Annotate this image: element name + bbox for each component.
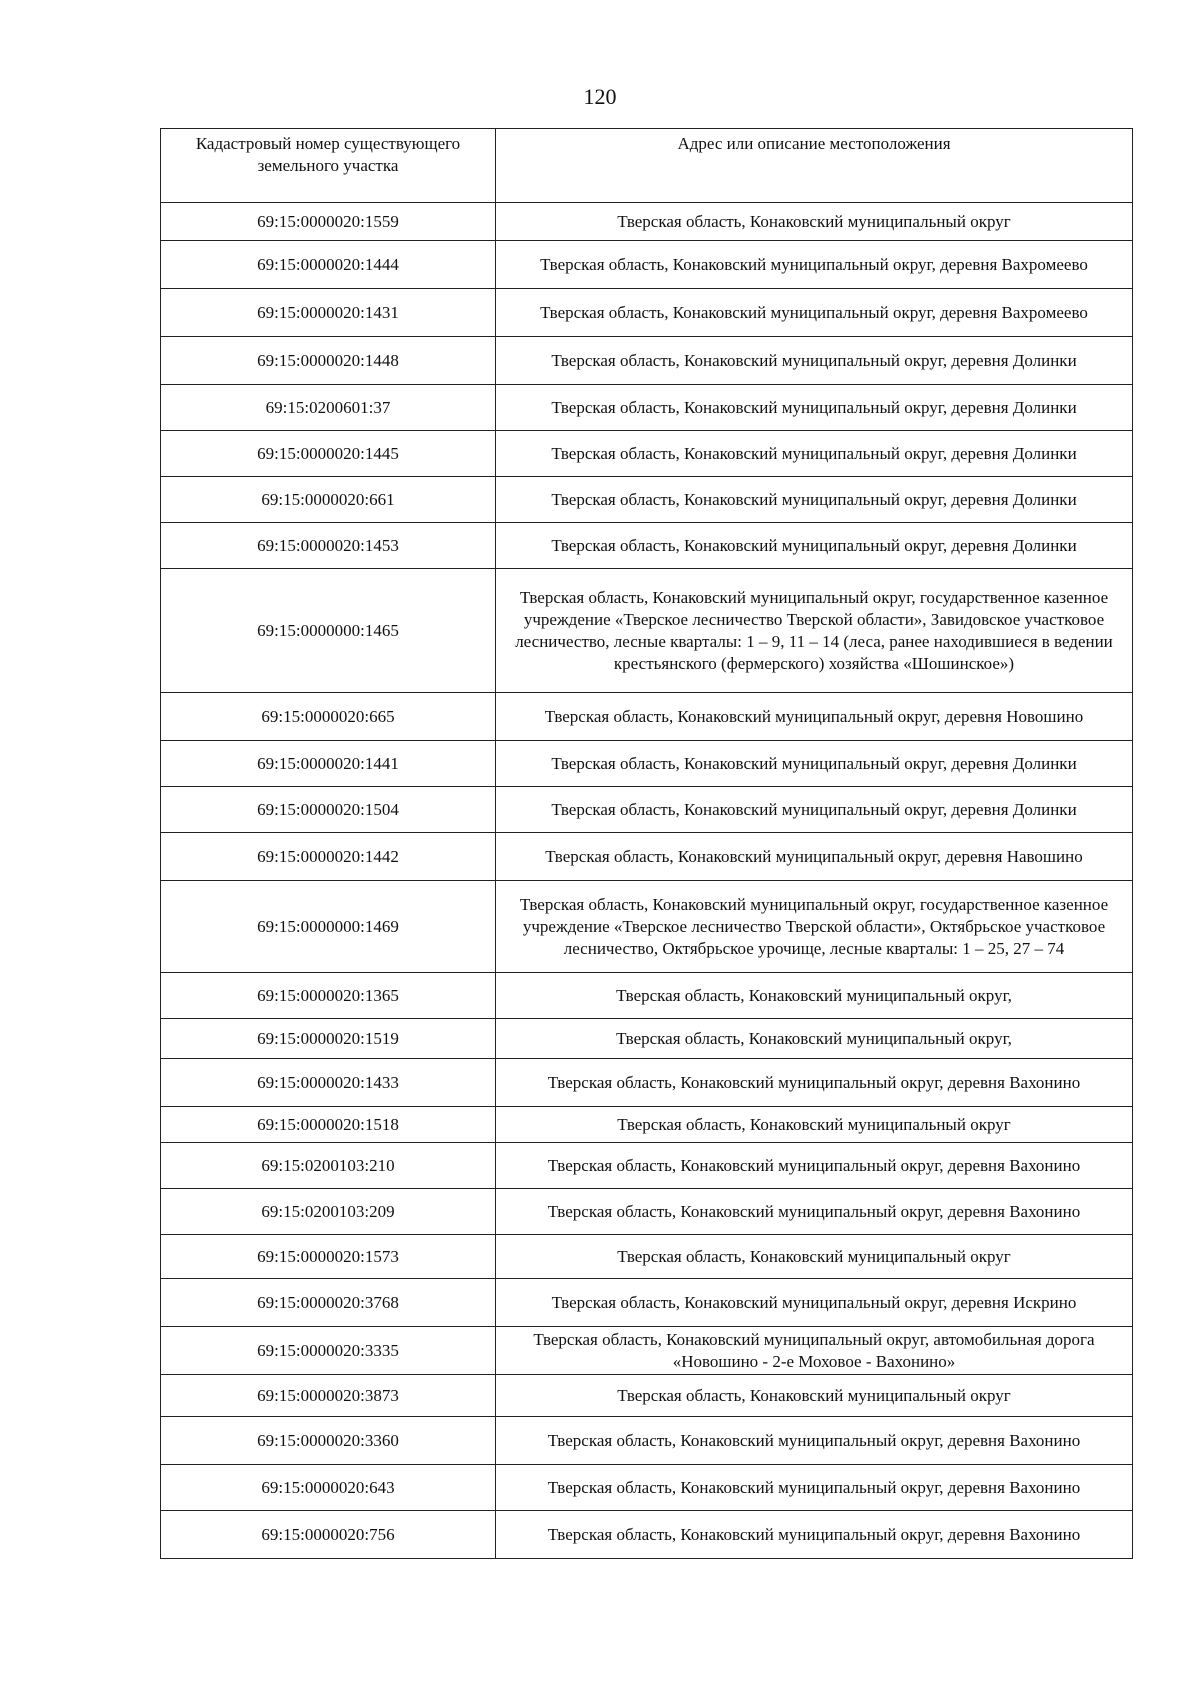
table-row (161, 1279, 1133, 1327)
table-row (161, 1235, 1133, 1279)
cadastral-number-cell: 69:15:0000020:1448 (161, 337, 496, 385)
table-row (161, 477, 1133, 523)
address-cell: Тверская область, Конаковский муниципальный округ, деревня Искрино (496, 1279, 1133, 1327)
table-row (161, 241, 1133, 289)
cadastral-number-cell: 69:15:0000020:1504 (161, 787, 496, 833)
table-row (161, 431, 1133, 477)
address-cell: Тверская область, Конаковский муниципальный округ, деревня Долинки (496, 741, 1133, 787)
address-cell: Тверская область, Конаковский муниципальный округ, деревня Навошино (496, 833, 1133, 881)
table-row (161, 1059, 1133, 1107)
cadastral-number-cell: 69:15:0000020:1431 (161, 289, 496, 337)
table-row (161, 1375, 1133, 1417)
address-cell: Тверская область, Конаковский муниципальный округ, деревня Долинки (496, 787, 1133, 833)
table-row (161, 203, 1133, 241)
cadastral-number-cell: 69:15:0200601:37 (161, 385, 496, 431)
page-number: 120 (583, 84, 617, 109)
table-row (161, 1465, 1133, 1511)
address-cell: Тверская область, Конаковский муниципальный округ, деревня Вахромеево (496, 289, 1133, 337)
address-cell: Тверская область, Конаковский муниципальный округ, деревня Вахонино (496, 1511, 1133, 1559)
address-cell: Тверская область, Конаковский муниципальный округ, деревня Долинки (496, 337, 1133, 385)
address-cell: Тверская область, Конаковский муниципальный округ (496, 1375, 1133, 1417)
address-cell: Тверская область, Конаковский муниципальный округ, деревня Долинки (496, 477, 1133, 523)
cadastral-number-cell: 69:15:0000020:1453 (161, 523, 496, 569)
address-cell: Тверская область, Конаковский муниципальный округ, деревня Долинки (496, 523, 1133, 569)
cadastral-number-cell: 69:15:0000020:1445 (161, 431, 496, 477)
table-row (161, 289, 1133, 337)
cadastral-number-cell: 69:15:0000020:1573 (161, 1235, 496, 1279)
address-cell: Тверская область, Конаковский муниципальный округ, деревня Долинки (496, 385, 1133, 431)
address-cell: Тверская область, Конаковский муниципальный округ, деревня Вахонино (496, 1417, 1133, 1465)
table-row (161, 833, 1133, 881)
cadastral-number-cell: 69:15:0000020:3335 (161, 1327, 496, 1375)
address-cell: Тверская область, Конаковский муниципальный округ, (496, 1019, 1133, 1059)
cadastral-table (160, 128, 1133, 1559)
table-row (161, 1327, 1133, 1375)
address-cell: Тверская область, Конаковский муниципальный округ (496, 1235, 1133, 1279)
address-cell: Тверская область, Конаковский муниципальный округ (496, 203, 1133, 241)
cadastral-number-cell: 69:15:0000020:756 (161, 1511, 496, 1559)
table-body (161, 203, 1133, 1559)
table-row (161, 1019, 1133, 1059)
address-cell: Тверская область, Конаковский муниципальный округ, (496, 973, 1133, 1019)
address-cell: Тверская область, Конаковский муниципальный округ, деревня Вахонино (496, 1059, 1133, 1107)
cadastral-number-cell: 69:15:0000020:1518 (161, 1107, 496, 1143)
address-cell: Тверская область, Конаковский муниципальный округ, государственное казенное учреждение «Тверское лесничество Тверской области», Завидовское участковое лесничество, лесные кварталы: 1 – 9, 11 – 14 (леса, ранее находившиеся в ведении крестьянского (фермерского) хозяйства «Шошинское») (496, 569, 1133, 693)
table-row (161, 693, 1133, 741)
table-row (161, 787, 1133, 833)
cadastral-number-cell: 69:15:0000020:1519 (161, 1019, 496, 1059)
cadastral-number-cell: 69:15:0200103:209 (161, 1189, 496, 1235)
table-row (161, 973, 1133, 1019)
address-cell: Тверская область, Конаковский муниципальный округ, деревня Долинки (496, 431, 1133, 477)
address-cell: Тверская область, Конаковский муниципальный округ, автомобильная дорога «Новошино - 2-е Моховое - Вахонино» (496, 1327, 1133, 1375)
address-cell: Тверская область, Конаковский муниципальный округ, деревня Вахонино (496, 1143, 1133, 1189)
cadastral-number-cell: 69:15:0000020:1441 (161, 741, 496, 787)
table-row (161, 1417, 1133, 1465)
cadastral-number-cell: 69:15:0000020:1365 (161, 973, 496, 1019)
address-cell: Тверская область, Конаковский муниципальный округ, деревня Новошино (496, 693, 1133, 741)
cadastral-number-cell: 69:15:0000000:1465 (161, 569, 496, 693)
table-row (161, 1107, 1133, 1143)
cadastral-number-cell: 69:15:0200103:210 (161, 1143, 496, 1189)
cadastral-number-cell: 69:15:0000020:1444 (161, 241, 496, 289)
address-cell: Тверская область, Конаковский муниципальный округ, деревня Вахонино (496, 1189, 1133, 1235)
cadastral-number-cell: 69:15:0000000:1469 (161, 881, 496, 973)
table-row (161, 1143, 1133, 1189)
address-cell: Тверская область, Конаковский муниципальный округ, деревня Вахромеево (496, 241, 1133, 289)
cadastral-number-cell: 69:15:0000020:3873 (161, 1375, 496, 1417)
table-row (161, 569, 1133, 693)
cadastral-number-cell: 69:15:0000020:1433 (161, 1059, 496, 1107)
address-cell: Тверская область, Конаковский муниципальный округ, деревня Вахонино (496, 1465, 1133, 1511)
cadastral-number-cell: 69:15:0000020:643 (161, 1465, 496, 1511)
cadastral-number-cell: 69:15:0000020:665 (161, 693, 496, 741)
table-row (161, 1511, 1133, 1559)
address-cell: Тверская область, Конаковский муниципальный округ, государственное казенное учреждение «Тверское лесничество Тверской области», Октябрьское участковое лесничество, Октябрьское урочище, лесные кварталы: 1 – 25, 27 – 74 (496, 881, 1133, 973)
address-cell: Тверская область, Конаковский муниципальный округ (496, 1107, 1133, 1143)
cadastral-number-cell: 69:15:0000020:1559 (161, 203, 496, 241)
header-address: Адрес или описание местоположения (496, 129, 1133, 203)
cadastral-number-cell: 69:15:0000020:3360 (161, 1417, 496, 1465)
table-header-row (161, 129, 1133, 203)
table-row (161, 881, 1133, 973)
cadastral-number-cell: 69:15:0000020:1442 (161, 833, 496, 881)
table-row (161, 337, 1133, 385)
cadastral-number-cell: 69:15:0000020:661 (161, 477, 496, 523)
table-row (161, 741, 1133, 787)
table-row (161, 385, 1133, 431)
table-row (161, 523, 1133, 569)
cadastral-number-cell: 69:15:0000020:3768 (161, 1279, 496, 1327)
table-row (161, 1189, 1133, 1235)
header-cadastral-number: Кадастровый номер существующего земельного участка (161, 129, 496, 203)
